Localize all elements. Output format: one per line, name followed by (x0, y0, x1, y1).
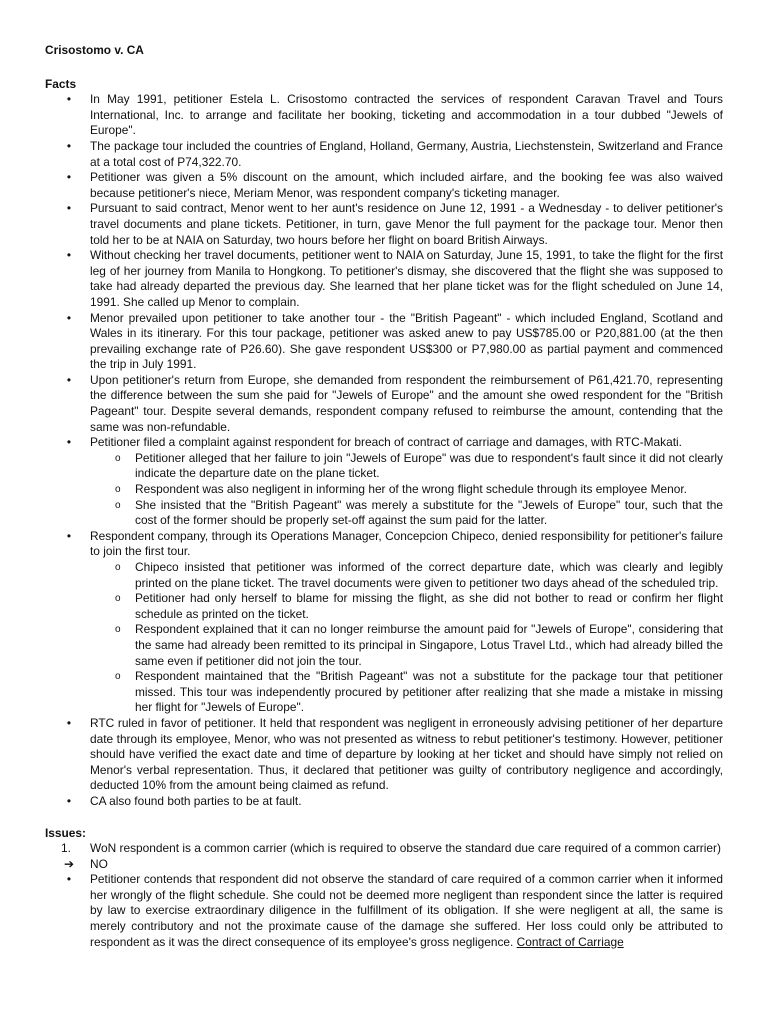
fact-text: In May 1991, petitioner Estela L. Crisostomo contracted the services of respondent Caravan Travel and Tours International, Inc. to arrange and facilitate her booking, ticketing and accommodation in a tour dubbed "Jewels of Europe". (90, 92, 723, 138)
underlined-subheading: Contract of Carriage (516, 934, 624, 949)
fact-item (45, 201, 723, 248)
fact-text: Petitioner was given a 5% discount on the amount, which included airfare, and the booking fee was also waived because petitioner's niece, Meriam Menor, was respondent company's ticketing manager. (90, 170, 723, 200)
sub-item-text: Respondent was also negligent in informing her of the wrong flight schedule through its employee Menor. (135, 482, 687, 497)
sub-item (90, 482, 723, 498)
sub-item (90, 591, 723, 622)
issues-list (45, 841, 723, 950)
bullet-icon: • (66, 201, 72, 216)
bullet-icon: • (66, 170, 72, 185)
fact-item (45, 92, 723, 139)
arrow-icon: ➔ (64, 856, 75, 871)
fact-item (45, 529, 723, 716)
answer-text: NO (90, 856, 108, 871)
sub-item-text: Petitioner had only herself to blame for missing the flight, as she did not bother to read or confirm her flight schedule as printed on the ticket. (135, 591, 723, 621)
case-title: Crisostomo v. CA (45, 43, 144, 57)
circle-bullet-icon: o (115, 624, 121, 636)
bullet-icon: • (66, 528, 72, 543)
bullet-icon: • (66, 872, 72, 887)
sub-item (90, 451, 723, 482)
fact-text: Respondent company, through its Operations Manager, Concepcion Chipeco, denied responsibility for petitioner's failure to join the first tour. (90, 528, 723, 559)
bullet-icon: • (66, 372, 72, 387)
sub-item-text: She insisted that the "British Pageant" was merely a substitute for the "Jewels of Europe" tour, such that the cost of the former should be properly set-off against the sum paid for the latter. (135, 497, 723, 528)
fact-text: Pursuant to said contract, Menor went to her aunt's residence on June 12, 1991 - a Wednesday - to deliver petitioner's travel documents and plane tickets. Petitioner, in turn, gave Menor the full payment for the package tour. Menor then told her to be at NAIA on Saturday, two hours before her flight on board British Airways. (90, 201, 723, 247)
issues-heading: Issues: (45, 825, 86, 840)
circle-bullet-icon: o (115, 452, 121, 464)
fact-item (45, 373, 723, 435)
fact-text: Upon petitioner's return from Europe, she demanded from respondent the reimbursement of P61,421.70, representing the difference between the sum she paid for "Jewels of Europe" and the amount she owed respondent for the "British Pageant" tour. Despite several demands, respondent company refused to reimburse the amount, contending that the same was non-refundable. (90, 372, 723, 434)
sub-item-text: Respondent explained that it can no longer reimburse the amount paid for "Jewels of Europe", considering that the same had already been remitted to its principal in Singapore, Lotus Travel Ltd., which had already billed the same even if petitioner did not join the tour. (135, 622, 723, 668)
sub-item (90, 669, 723, 716)
sub-item (90, 498, 723, 529)
fact-text: Without checking her travel documents, petitioner went to NAIA on Saturday, June 15, 1991, to take the flight for the first leg of her journey from Manila to Hongkong. To petitioner's dismay, she discovered that the flight she was supposed to take had already departed the previous day. She learned that her plane ticket was for the flight scheduled on June 14, 1991. She called up Menor to complain. (90, 248, 723, 309)
fact-item (45, 794, 723, 810)
argument-item (45, 872, 723, 950)
sub-item-text: Chipeco insisted that petitioner was informed of the correct departure date, which was clearly and legibly printed on the plane ticket. The travel documents were given to petitioner two days ahead of the scheduled trip. (135, 560, 723, 590)
answer-item (45, 857, 723, 873)
fact-item (45, 170, 723, 201)
bullet-icon: • (66, 248, 72, 263)
sub-list (90, 451, 723, 529)
argument-text: Petitioner contends that respondent did not observe the standard of care required of a common carrier when it informed her wrongly of the flight schedule. She could not be deemed more negligent than respondent since the latter is required by law to exercise extraordinary diligence in the fulfillment of its obligation. If she were negligent at all, the same is merely contributory and not the proximate cause of the damage she suffered. Her loss could only be attributed to respondent as it was the direct consequence of its employee's gross negligence. (90, 872, 723, 949)
circle-bullet-icon: o (115, 484, 121, 496)
circle-bullet-icon: o (115, 671, 121, 683)
circle-bullet-icon: o (115, 562, 121, 573)
bullet-icon: • (66, 793, 72, 808)
fact-item (45, 248, 723, 310)
issue-number: 1. (61, 841, 71, 856)
fact-item (45, 139, 723, 170)
sub-item-text: Petitioner alleged that her failure to join "Jewels of Europe" was due to respondent's fault since it did not clearly indicate the departure date on the plane ticket. (135, 450, 723, 481)
facts-heading: Facts (45, 76, 77, 91)
circle-bullet-icon: o (115, 499, 121, 511)
sub-item (90, 622, 723, 669)
fact-item (45, 435, 723, 529)
sub-list (90, 560, 723, 716)
bullet-icon: • (66, 310, 72, 325)
bullet-icon: • (66, 435, 72, 450)
sub-item (90, 560, 723, 591)
fact-item (45, 311, 723, 373)
issue-text: WoN respondent is a common carrier (which is required to observe the standard due care required of a common carrier) (90, 841, 721, 856)
circle-bullet-icon: o (115, 593, 121, 605)
fact-text: RTC ruled in favor of petitioner. It held that respondent was negligent in erroneously advising petitioner of her departure date through its employee, Menor, who was not presented as witness to rebut petitioner's testimony. However, petitioner should have verified the exact date and time of departure by looking at her ticket and should have simply not relied on Menor's verbal representation. Thus, it declared that petitioner was guilty of contributory negligence and accordingly, deducted 10% from the amount being claimed as refund. (90, 715, 723, 793)
fact-text: CA also found both parties to be at fault. (90, 793, 302, 808)
fact-text: Petitioner filed a complaint against respondent for breach of contract of carriage and damages, with RTC-Makati. (90, 435, 682, 450)
fact-text: The package tour included the countries of England, Holland, Germany, Austria, Liechstenstein, Switzerland and France at a total cost of P74,322.70. (90, 138, 723, 169)
fact-text: Menor prevailed upon petitioner to take another tour - the "British Pageant" - which included England, Scotland and Wales in its itinerary. For this tour package, petitioner was asked anew to pay US$785.00 or P20,881.00 (at the then prevailing exchange rate of P26.60). She gave respondent US$300 or P7,980.00 as partial payment and commenced the trip in July 1991. (90, 310, 723, 372)
bullet-icon: • (66, 138, 72, 153)
issue-item (45, 841, 723, 857)
sub-item-text: Respondent maintained that the "British Pageant" was not a substitute for the package tour that petitioner missed. This tour was independently procured by petitioner after realizing that she made a mistake in missing her flight for "Jewels of Europe". (135, 669, 723, 715)
bullet-icon: • (66, 715, 72, 730)
bullet-icon: • (66, 92, 72, 107)
document-body (45, 43, 723, 950)
facts-list (45, 92, 723, 809)
fact-item (45, 716, 723, 794)
